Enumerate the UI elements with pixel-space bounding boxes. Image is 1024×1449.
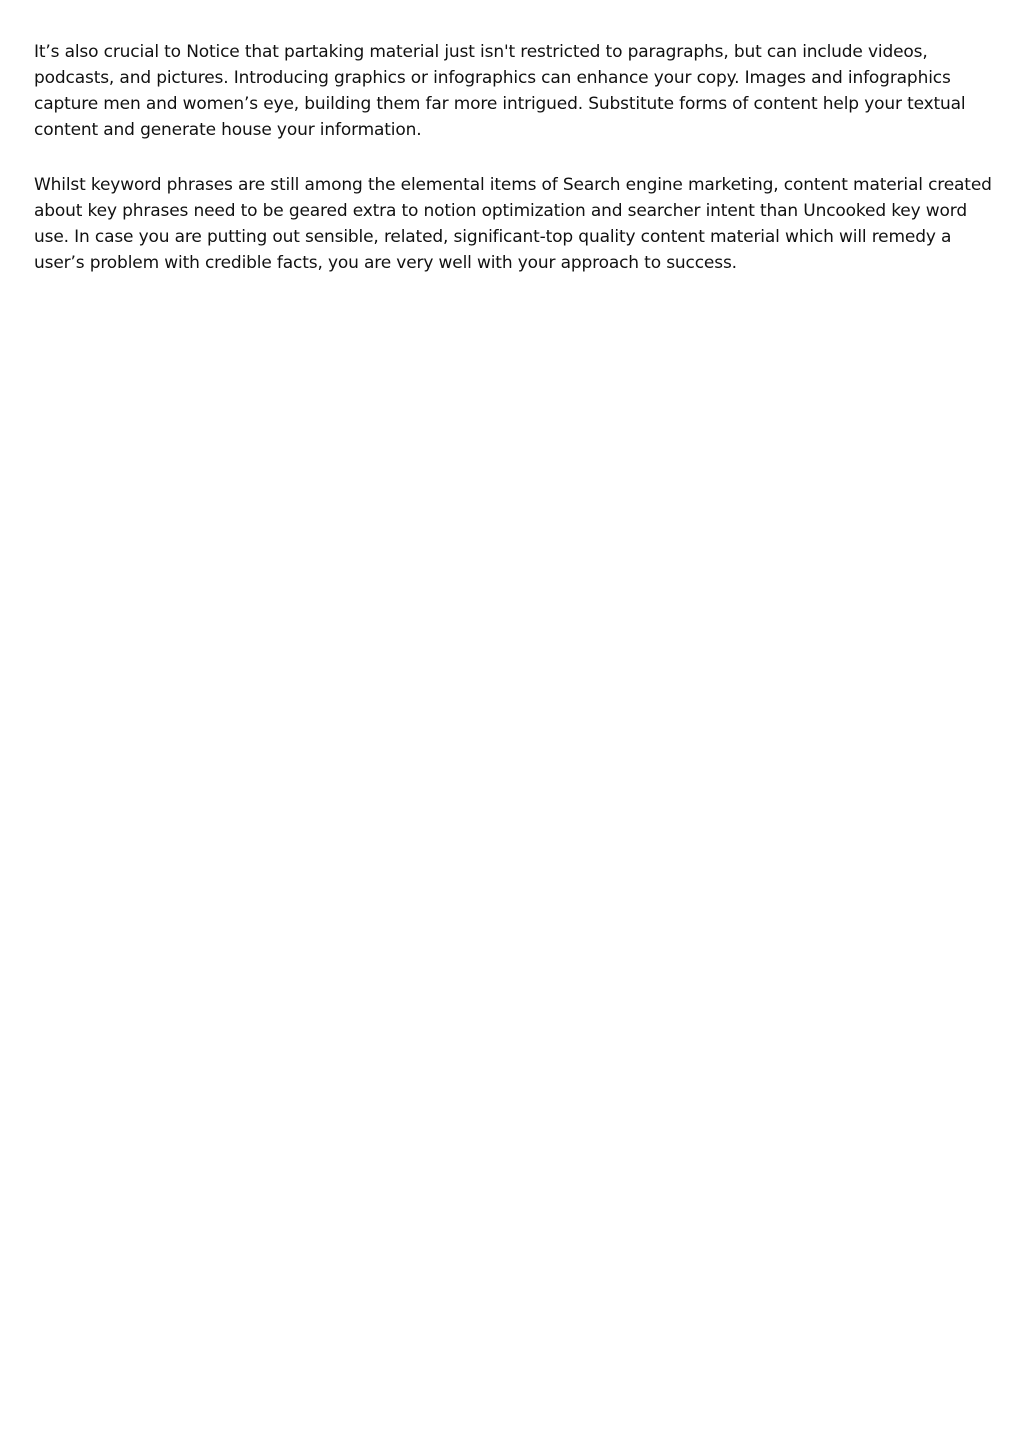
article-body xyxy=(34,39,994,305)
paragraph-2: Whilst keyword phrases are still among the elemental items of Search engine marketing, content material created about key phrases need to be geared extra to notion optimization and searcher intent than Uncooked key word use. In case you are putting out sensible, related, significant-top quality content material which will remedy a user’s problem with credible facts, you are very well with your approach to success. xyxy=(34,175,992,273)
paragraph-1: It’s also crucial to Notice that partaking material just isn't restricted to paragraphs, but can include videos, podcasts, and pictures. Introducing graphics or infographics can enhance your copy. Images and infographics capture men and women’s eye, building them far more intrigued. Substitute forms of content help your textual content and generate house your information. xyxy=(34,42,966,140)
